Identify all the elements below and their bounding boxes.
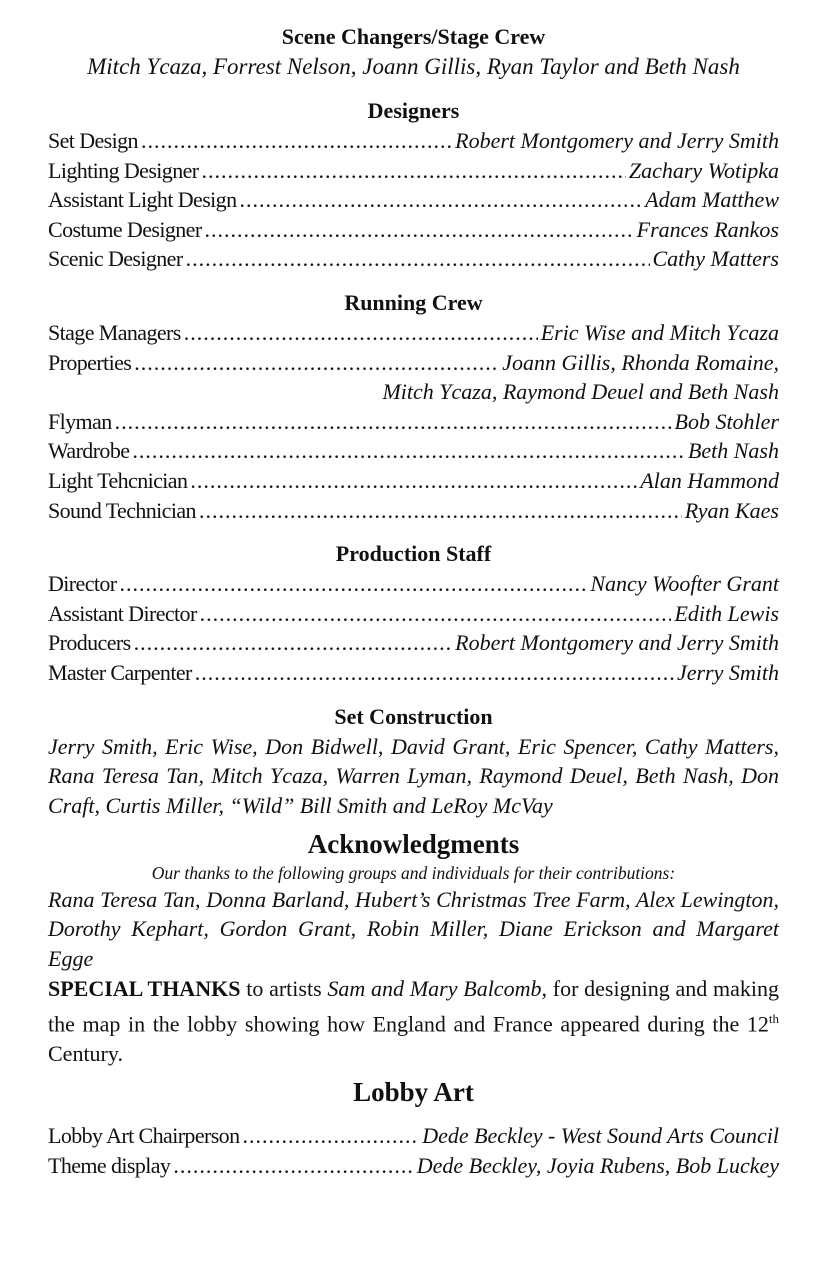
set-construction-heading: Set Construction <box>334 703 493 729</box>
credit-name: Zachary Wotipka <box>628 157 779 183</box>
special-thanks-artists: Sam and Mary Balcomb <box>327 975 542 1001</box>
credit-role: Set Design <box>48 128 138 153</box>
credit-name: Joann Gillis, Rhonda Romaine, <box>502 349 779 375</box>
acknowledgments-intro: Our thanks to the following groups and individuals for their contributions: <box>151 862 676 883</box>
credit-row <box>48 496 779 526</box>
production-staff-heading: Production Staff <box>335 541 492 567</box>
special-thanks-label: SPECIAL THANKS <box>48 975 241 1001</box>
credit-role: Producers <box>48 630 131 656</box>
credit-role: Properties <box>48 349 132 375</box>
credit-role: Sound Technician <box>48 497 196 523</box>
scene-changers-names: Mitch Ycaza, Forrest Nelson, Joann Gillis, Ryan Taylor and Beth Nash <box>87 54 740 79</box>
credit-row <box>48 466 779 496</box>
credit-role: Flyman <box>48 408 112 434</box>
designers-list <box>48 126 779 274</box>
acknowledgments-heading: Acknowledgments <box>307 828 520 859</box>
credit-role: Master Carpenter <box>48 659 192 685</box>
credit-name: Adam Matthew <box>645 187 779 213</box>
running-crew-heading: Running Crew <box>344 289 483 315</box>
credit-name: Dede Beckley - West Sound Arts Council <box>422 1123 779 1149</box>
credit-row <box>48 658 779 688</box>
credit-name: Ryan Kaes <box>684 497 779 523</box>
credit-row <box>48 244 779 274</box>
credit-name: Edith Lewis <box>674 600 779 626</box>
credit-row <box>48 156 779 186</box>
credit-role: Costume Designer <box>48 216 202 242</box>
credit-row <box>48 185 779 215</box>
acknowledgments-names: Rana Teresa Tan, Donna Barland, Hubert’s Christmas Tree Farm, Alex Lewington, Dorothy Kephart, Gordon Grant, Robin Miller, Diane Erickson and Margaret Egge <box>48 886 779 972</box>
credit-role: Lobby Art Chairperson <box>48 1123 240 1149</box>
lobby-art-list <box>48 1121 779 1180</box>
credit-name: Beth Nash <box>687 438 779 464</box>
credit-name: Alan Hammond <box>640 467 779 493</box>
credit-name: Jerry Smith <box>676 659 779 685</box>
credit-name-continuation: Mitch Ycaza, Raymond Deuel and Beth Nash <box>382 379 779 405</box>
running-crew-list <box>48 318 779 525</box>
set-construction-names: Jerry Smith, Eric Wise, Don Bidwell, David Grant, Eric Spencer, Cathy Matters, Rana Teresa Tan, Mitch Ycaza, Warren Lyman, Raymond Deuel, Beth Nash, Don Craft, Curtis Miller, “Wild” Bill Smith and LeRoy McVay <box>48 733 779 818</box>
credit-role: Assistant Director <box>48 600 197 626</box>
credit-name: Eric Wise and Mitch Ycaza <box>540 319 779 345</box>
credit-row <box>48 1121 779 1151</box>
credit-name: Bob Stohler <box>674 408 779 434</box>
credit-row <box>48 1151 779 1181</box>
credit-name: Cathy Matters <box>652 246 779 272</box>
credit-name: Dede Beckley, Joyia Rubens, Bob Luckey <box>416 1152 779 1178</box>
credit-row <box>48 215 779 245</box>
credit-role: Light Tehcnician <box>48 467 188 493</box>
credit-role: Wardrobe <box>48 438 130 464</box>
designers-heading: Designers <box>367 98 460 123</box>
credit-role: Stage Managers <box>48 319 181 345</box>
lobby-art-heading: Lobby Art <box>353 1077 474 1108</box>
credit-role: Scenic Designer <box>48 246 183 272</box>
credit-name: Robert Montgomery and Jerry Smith <box>455 128 779 153</box>
credit-row <box>48 126 779 156</box>
credit-row <box>48 318 779 348</box>
credit-row <box>48 436 779 466</box>
credit-row <box>48 628 779 658</box>
credit-name: Nancy Woofter Grant <box>590 571 779 597</box>
credit-role: Director <box>48 571 117 597</box>
credit-row <box>48 599 779 629</box>
special-thanks-paragraph: SPECIAL THANKS to artists Sam and Mary Balcomb, for designing and making the map in the lobby showing how England and France appeared during the 12th Century. <box>48 975 779 1067</box>
production-staff-list <box>48 569 779 687</box>
credit-row <box>48 407 779 437</box>
credit-row <box>48 569 779 599</box>
credit-role: Assistant Light Design <box>48 187 237 213</box>
scene-changers-heading: Scene Changers/Stage Crew <box>281 24 546 49</box>
credit-role: Lighting Designer <box>48 157 199 183</box>
credit-name: Frances Rankos <box>636 216 779 242</box>
credit-role: Theme display <box>48 1152 171 1178</box>
credit-row <box>48 348 779 378</box>
credit-name: Robert Montgomery and Jerry Smith <box>455 630 779 656</box>
